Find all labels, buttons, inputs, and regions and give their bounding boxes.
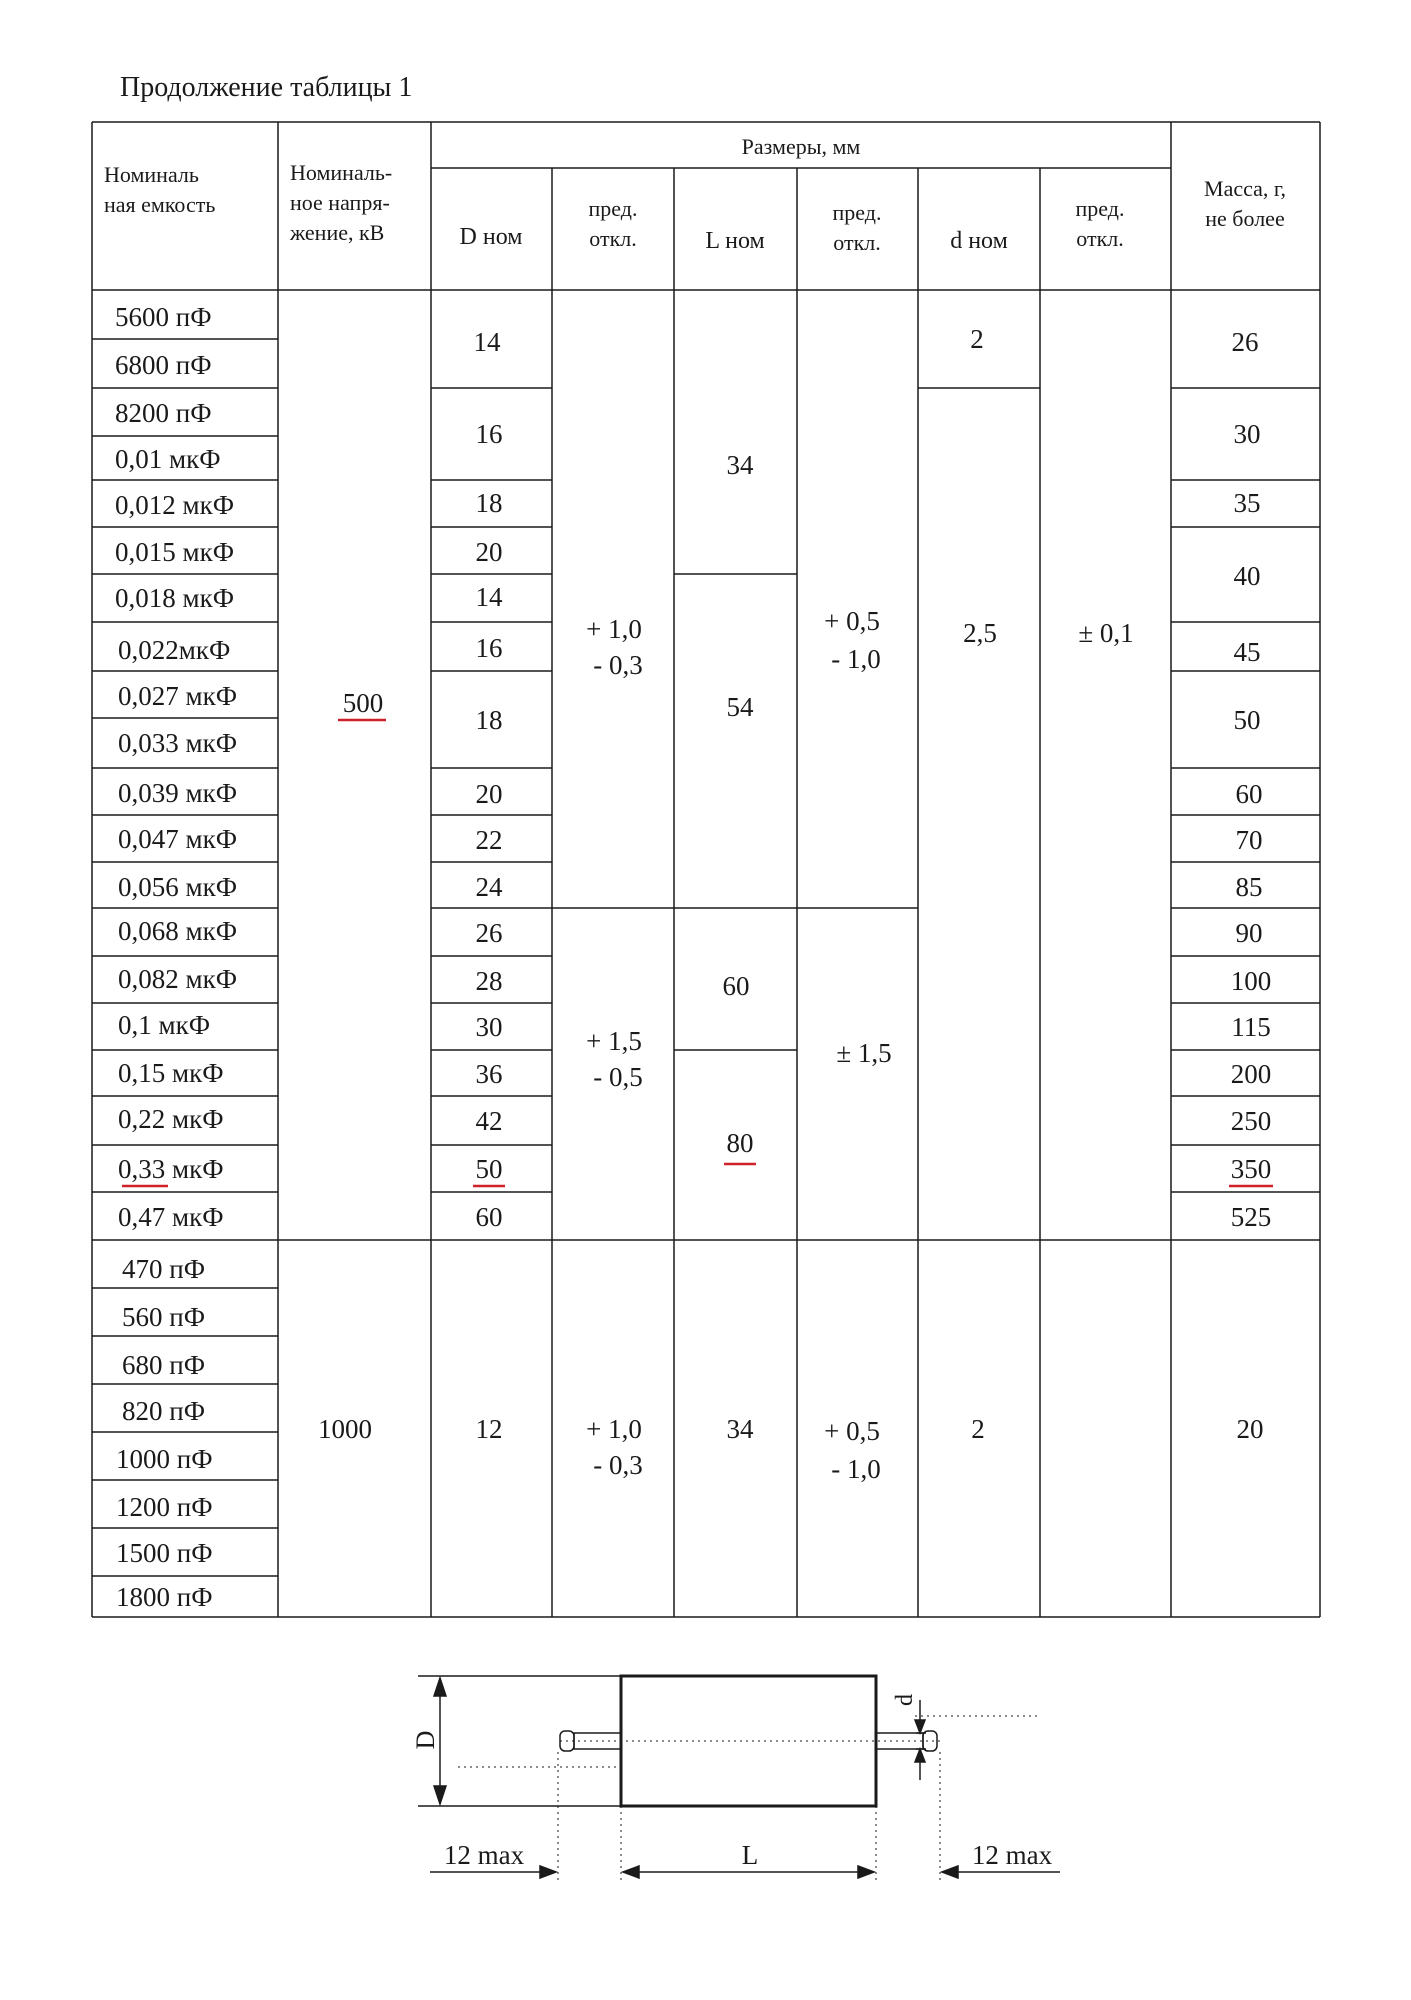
D-nom-cell: 26	[475, 918, 503, 948]
capacity-cell: 5600 пФ	[115, 302, 212, 332]
D-tol-cell: - 0,5	[593, 1062, 643, 1092]
L-tol-column	[824, 606, 892, 1484]
capacity-cell: 0,056 мкФ	[118, 872, 238, 902]
mass-cell: 70	[1235, 825, 1263, 855]
D-nom-cell: 20	[475, 779, 503, 809]
capacity-cell: 0,015 мкФ	[115, 537, 235, 567]
D-nom-cell: 16	[475, 633, 503, 663]
header-L-tol-line1: пред.	[832, 200, 882, 225]
capacity-cell: 0,018 мкФ	[115, 583, 235, 613]
capacity-cell: 1200 пФ	[116, 1492, 213, 1522]
D-nom-cell: 28	[475, 966, 503, 996]
right-lead-label: 12 max	[971, 1840, 1053, 1870]
L-tol-cell: - 1,0	[831, 1454, 881, 1484]
mass-cell: 50	[1233, 705, 1261, 735]
mass-cell: 20	[1236, 1414, 1264, 1444]
D-tol-cell: + 1,0	[586, 614, 642, 644]
mass-cell: 35	[1233, 488, 1261, 518]
mass-cell: 90	[1235, 918, 1263, 948]
L-tol-cell: - 1,0	[831, 644, 881, 674]
D-nom-cell: 60	[475, 1202, 503, 1232]
capacity-cell: 0,01 мкФ	[115, 444, 221, 474]
capacity-cell: 1500 пФ	[116, 1538, 213, 1568]
capacity-cell: 0,039 мкФ	[118, 778, 238, 808]
left-lead-label: 12 max	[443, 1840, 525, 1870]
mass-cell: 85	[1235, 872, 1263, 902]
L-nom-cell: 54	[726, 692, 754, 722]
L-label: L	[741, 1840, 759, 1870]
mass-cell: 40	[1233, 561, 1261, 591]
header-d-tol-line2: откл.	[1076, 226, 1124, 251]
mass-cell: 30	[1233, 419, 1261, 449]
header-voltage-line2: ное напря-	[290, 190, 390, 215]
table-grid	[92, 122, 1320, 1617]
capacity-cell: 560 пФ	[122, 1302, 206, 1332]
D-tol-cell: - 0,3	[593, 650, 643, 680]
d-nom-cell: 2	[970, 324, 984, 354]
L-nom-cell: 34	[726, 450, 754, 480]
D-nom-cell: 14	[475, 582, 503, 612]
d-dimension	[915, 1700, 926, 1780]
mass-cell: 350	[1230, 1154, 1272, 1184]
document-title: Продолжение таблицы 1	[120, 72, 413, 103]
D-tol-column	[586, 614, 643, 1480]
capacity-cell: 0,012 мкФ	[115, 490, 235, 520]
header-L-nom: L ном	[705, 228, 765, 254]
D-label: D	[411, 1730, 440, 1750]
header-mass-line1: Масса, г,	[1204, 176, 1286, 201]
header-D-nom: D ном	[459, 224, 523, 250]
d-nom-column	[963, 324, 997, 1444]
d-label: d	[892, 1694, 918, 1706]
capacity-cell: 6800 пФ	[115, 350, 212, 380]
D-tol-cell: + 1,5	[586, 1026, 642, 1056]
L-nom-cell: 34	[726, 1414, 754, 1444]
D-nom-cell: 30	[475, 1012, 503, 1042]
L-nom-cell: 80	[726, 1128, 754, 1158]
D-nom-cell: 18	[475, 488, 503, 518]
capacity-cell: 8200 пФ	[115, 398, 212, 428]
D-nom-column	[474, 327, 504, 1444]
D-nom-cell: 24	[475, 872, 503, 902]
header-capacity-line2: ная емкость	[104, 192, 216, 217]
capacity-cell: 470 пФ	[122, 1254, 206, 1284]
D-nom-cell: 12	[475, 1414, 503, 1444]
capacity-cell: 0,027 мкФ	[118, 681, 238, 711]
header-D-tol-line1: пред.	[588, 196, 638, 221]
capacity-cell: 0,22 мкФ	[118, 1104, 224, 1134]
d-tol-cell: ± 0,1	[1078, 618, 1134, 648]
header-d-tol-line1: пред.	[1075, 196, 1125, 221]
capacity-cell: 0,022мкФ	[118, 635, 231, 665]
capacitor-dimension-drawing	[0, 1640, 1411, 2000]
header-voltage-line1: Номиналь-	[290, 160, 393, 185]
header-dimensions: Размеры, мм	[741, 134, 861, 159]
D-nom-cell: 14	[473, 327, 501, 357]
capacity-cell: 1800 пФ	[116, 1582, 213, 1612]
capacity-cell: 0,47 мкФ	[118, 1202, 224, 1232]
mass-cell: 200	[1230, 1059, 1272, 1089]
capacity-column	[115, 302, 237, 1612]
header-L-tol-line2: откл.	[833, 230, 881, 255]
L-tol-cell: + 0,5	[824, 1416, 880, 1446]
mass-cell: 45	[1233, 637, 1261, 667]
mass-cell: 115	[1231, 1012, 1271, 1042]
voltage-cell: 500	[342, 688, 384, 718]
header-voltage	[289, 160, 392, 245]
capacity-cell: 0,1 мкФ	[118, 1010, 211, 1040]
header-capacity	[104, 162, 215, 217]
mass-cell: 100	[1230, 966, 1272, 996]
D-nom-cell: 42	[475, 1106, 503, 1136]
L-nom-column	[723, 450, 755, 1444]
d-nom-cell: 2	[971, 1414, 985, 1444]
D-tol-cell: + 1,0	[586, 1414, 642, 1444]
mass-column	[1231, 327, 1272, 1444]
L-tol-cell: + 0,5	[824, 606, 880, 636]
D-nom-cell: 18	[475, 705, 503, 735]
d-nom-cell: 2,5	[963, 618, 997, 648]
D-nom-cell: 36	[475, 1059, 503, 1089]
capacity-cell: 820 пФ	[122, 1396, 206, 1426]
header-D-tol-line2: откл.	[589, 226, 637, 251]
L-tol-cell: ± 1,5	[836, 1038, 892, 1068]
right-lead-tip	[923, 1731, 937, 1751]
L-nom-cell: 60	[722, 971, 750, 1001]
header-voltage-line3: жение, кВ	[290, 220, 385, 245]
capacity-cell: 0,047 мкФ	[118, 824, 238, 854]
header-d-nom: d ном	[950, 228, 1008, 254]
mass-cell: 525	[1230, 1202, 1272, 1232]
mass-cell: 60	[1235, 779, 1263, 809]
voltage-cell: 1000	[318, 1414, 372, 1444]
capacity-cell: 1000 пФ	[116, 1444, 213, 1474]
capacity-cell: 0,33 мкФ	[118, 1154, 224, 1184]
capacity-cell: 0,068 мкФ	[118, 916, 238, 946]
header-mass-line2: не более	[1205, 206, 1285, 231]
mass-cell: 26	[1231, 327, 1259, 357]
header-capacity-line1: Номиналь	[104, 162, 199, 187]
D-nom-cell: 50	[475, 1154, 503, 1184]
D-nom-cell: 22	[475, 825, 503, 855]
capacity-cell: 0,082 мкФ	[118, 964, 238, 994]
D-nom-cell: 20	[475, 537, 503, 567]
capacity-cell: 0,15 мкФ	[118, 1058, 224, 1088]
capacity-cell: 680 пФ	[122, 1350, 206, 1380]
D-nom-cell: 16	[475, 419, 503, 449]
capacity-cell: 0,033 мкФ	[118, 728, 238, 758]
mass-cell: 250	[1230, 1106, 1272, 1136]
D-tol-cell: - 0,3	[593, 1450, 643, 1480]
